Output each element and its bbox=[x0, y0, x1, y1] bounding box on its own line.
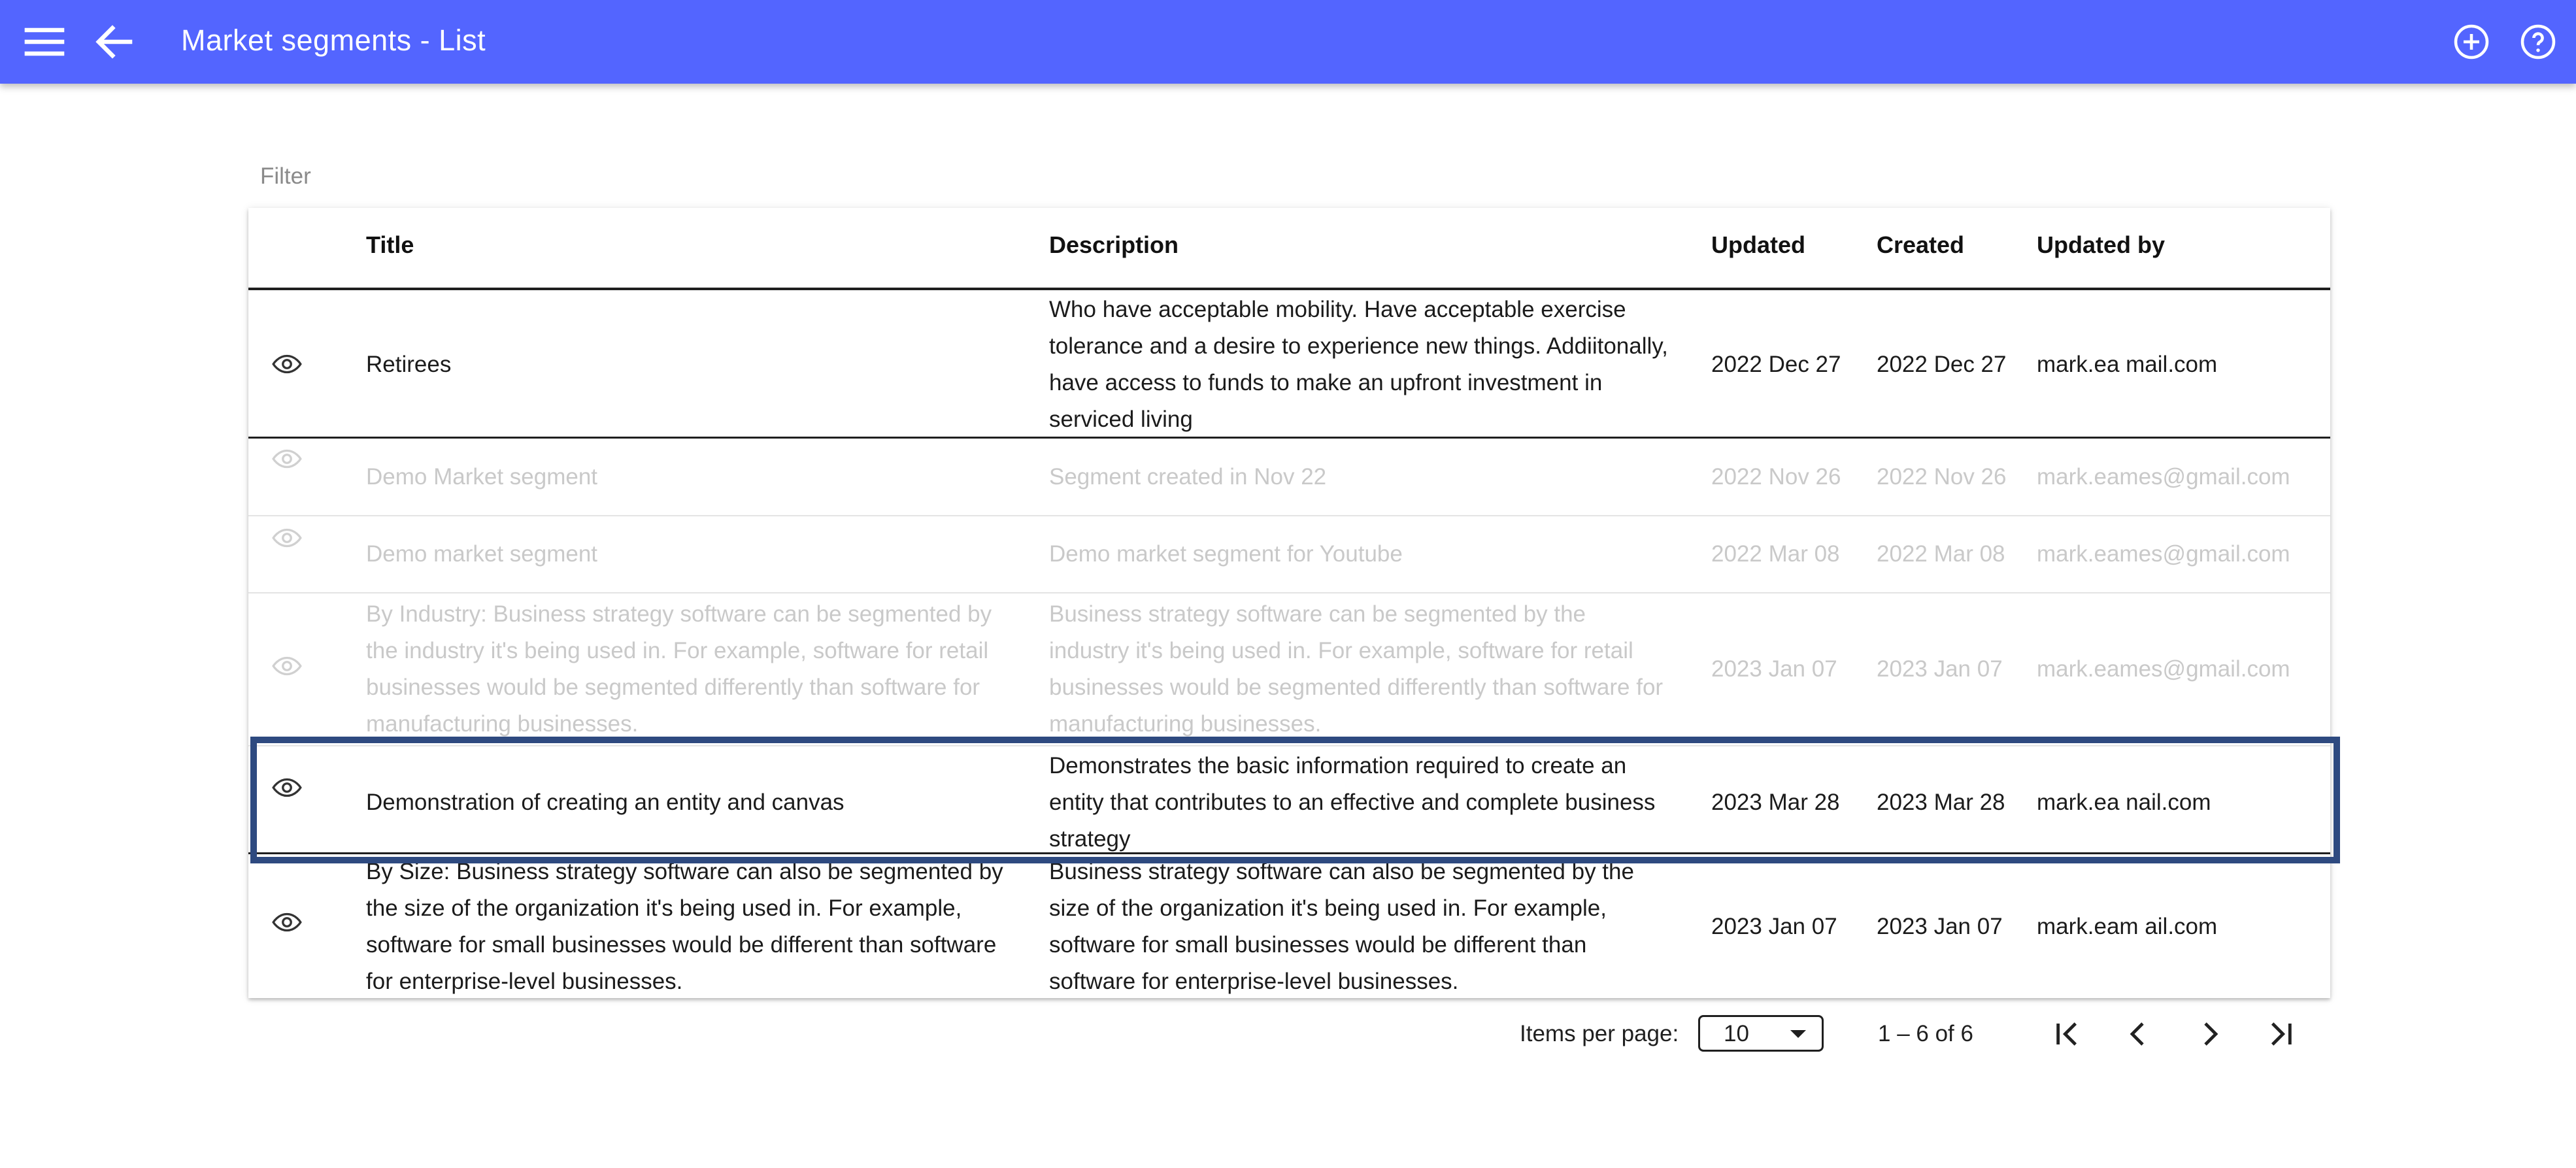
table-row[interactable] bbox=[248, 293, 2330, 437]
view-eye-icon[interactable] bbox=[271, 650, 303, 682]
row-updated-by: mark.ea nail.com bbox=[2037, 790, 2211, 815]
view-eye-icon[interactable] bbox=[271, 348, 303, 380]
row-updated-by: mark.eam ail.com bbox=[2037, 913, 2218, 939]
column-header-updated[interactable]: Updated bbox=[1711, 231, 1805, 258]
row-description: Demonstrates the basic information required to create an entity that contributes to an effective and complete business strategy bbox=[1049, 753, 1656, 852]
column-header-title[interactable]: Title bbox=[366, 231, 414, 258]
column-header-description[interactable]: Description bbox=[1049, 231, 1179, 258]
row-updated-by: mark.eames@gmail.com bbox=[2037, 656, 2290, 682]
add-circle-icon[interactable] bbox=[2448, 18, 2495, 65]
table-row[interactable] bbox=[248, 855, 2330, 998]
row-updated-by: mark.eames@gmail.com bbox=[2037, 541, 2290, 567]
help-icon[interactable] bbox=[2515, 18, 2562, 65]
table-row[interactable] bbox=[248, 593, 2330, 745]
row-title: Demo market segment bbox=[366, 541, 598, 567]
segments-table bbox=[248, 208, 2330, 998]
page-size-select[interactable] bbox=[1698, 1015, 1824, 1052]
row-title: By Industry: Business strategy software can be segmented by the industry it's being used in. For example, software for retail businesses would be segmented differently than software for manufacturing businesses. bbox=[366, 601, 992, 737]
row-updated: 2022 Nov 26 bbox=[1711, 463, 1841, 490]
page-range-label: 1 – 6 of 6 bbox=[1878, 1021, 1973, 1046]
row-updated-by: mark.eames@gmail.com bbox=[2037, 463, 2290, 490]
row-created: 2023 Mar 28 bbox=[1877, 790, 2005, 815]
items-per-page-label: Items per page: bbox=[1520, 1021, 1679, 1046]
row-created: 2022 Dec 27 bbox=[1877, 352, 2007, 377]
row-title: By Size: Business strategy software can also be segmented by the size of the organization it's being used in. For example, software for small businesses would be different than software for enterprise-level businesses. bbox=[366, 858, 1003, 994]
row-updated: 2023 Mar 28 bbox=[1711, 790, 1840, 815]
row-description: Business strategy software can be segmented by the industry it's being used in. For example, software for retail businesses would be segmented differently than software for manufacturing businesses. bbox=[1049, 601, 1664, 737]
row-description: Demo market segment for Youtube bbox=[1049, 541, 1403, 567]
first-page-icon[interactable] bbox=[2046, 1013, 2088, 1055]
paginator bbox=[0, 1013, 2576, 1059]
row-title: Retirees bbox=[366, 352, 452, 377]
view-eye-icon[interactable] bbox=[271, 771, 303, 804]
last-page-icon[interactable] bbox=[2260, 1013, 2302, 1055]
row-updated-by: mark.ea mail.com bbox=[2037, 352, 2218, 377]
view-eye-icon[interactable] bbox=[271, 522, 303, 554]
previous-page-icon[interactable] bbox=[2116, 1013, 2158, 1055]
row-title: Demo Market segment bbox=[366, 463, 598, 490]
row-updated: 2022 Mar 08 bbox=[1711, 541, 1840, 567]
page-size-value: 10 bbox=[1724, 1021, 1749, 1046]
arrow-back-icon[interactable] bbox=[91, 18, 138, 65]
row-created: 2022 Nov 26 bbox=[1877, 463, 2007, 490]
row-updated: 2023 Jan 07 bbox=[1711, 656, 1837, 682]
menu-icon[interactable] bbox=[21, 18, 68, 65]
row-created: 2022 Mar 08 bbox=[1877, 541, 2005, 567]
app-bar bbox=[0, 0, 2576, 84]
page-title: Market segments - List bbox=[181, 24, 486, 57]
row-description: Segment created in Nov 22 bbox=[1049, 463, 1327, 490]
table-row[interactable] bbox=[248, 746, 2330, 859]
next-page-icon[interactable] bbox=[2190, 1013, 2232, 1055]
column-header-updated-by[interactable]: Updated by bbox=[2037, 231, 2166, 258]
column-header-created[interactable]: Created bbox=[1877, 231, 1965, 258]
row-created: 2023 Jan 07 bbox=[1877, 656, 2003, 682]
row-updated: 2023 Jan 07 bbox=[1711, 913, 1837, 939]
row-created: 2023 Jan 07 bbox=[1877, 913, 2003, 939]
dropdown-caret-icon bbox=[1790, 1030, 1806, 1038]
view-eye-icon[interactable] bbox=[271, 442, 303, 475]
row-description: Business strategy software can also be segmented by the size of the organization it's being used in. For example, software for small businesses would be different than software for enterprise-level businesses. bbox=[1049, 858, 1634, 994]
row-updated: 2022 Dec 27 bbox=[1711, 352, 1841, 377]
table-header bbox=[248, 208, 2330, 290]
table-row[interactable] bbox=[248, 439, 2330, 515]
table-row[interactable] bbox=[248, 516, 2330, 592]
filter-input[interactable]: Filter bbox=[260, 163, 311, 189]
row-title: Demonstration of creating an entity and canvas bbox=[366, 790, 845, 815]
row-description: Who have acceptable mobility. Have acceptable exercise tolerance and a desire to experience new things. Addiitonally, have access to funds to make an upfront investment in serviced living bbox=[1049, 297, 1668, 432]
view-eye-icon[interactable] bbox=[271, 906, 303, 939]
